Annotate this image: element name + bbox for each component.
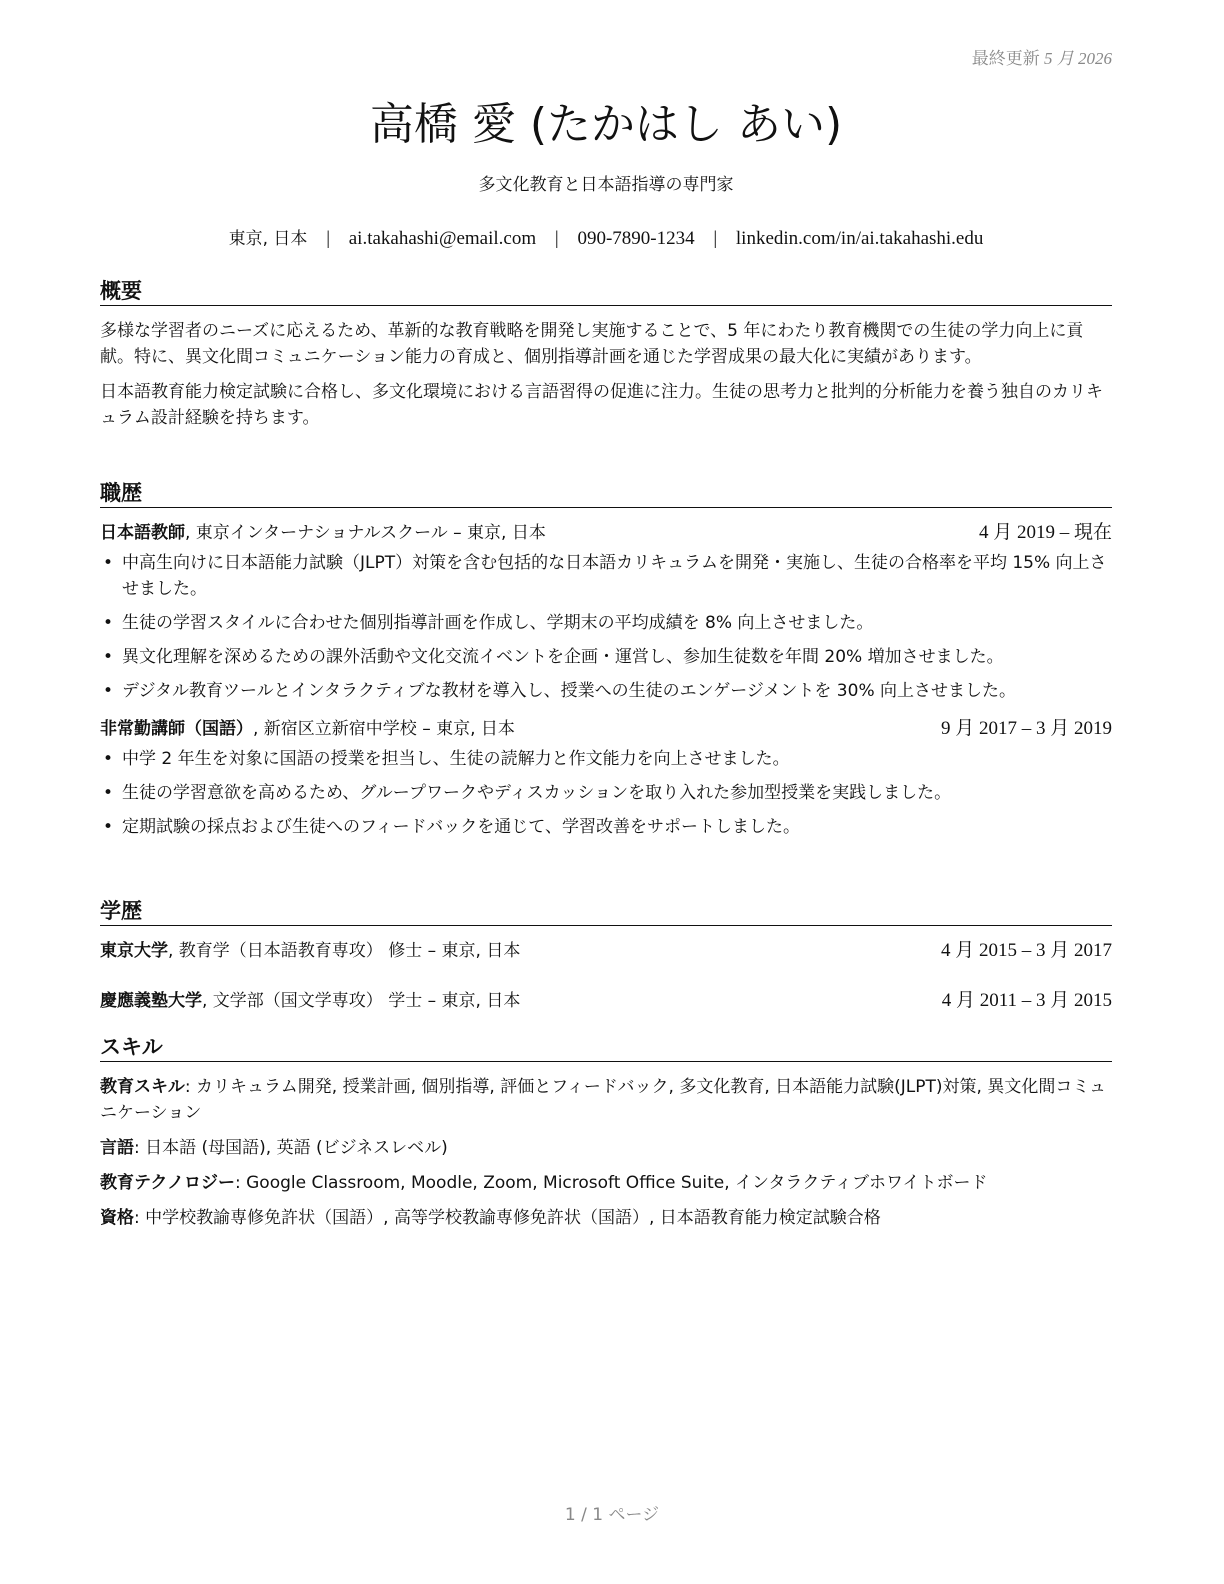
contact-line [100, 224, 1112, 250]
tagline: 多文化教育と日本語指導の専門家 [478, 175, 734, 195]
skill-key: 言語 [100, 1138, 134, 1158]
contact-location: 東京, 日本 [228, 229, 308, 249]
job-dates: 9 月 2017 – 3 月 2019 [940, 718, 1112, 739]
bullet-icon: • [103, 817, 114, 837]
job-header [100, 716, 1112, 742]
education-entry [100, 988, 1112, 1014]
skill-key: 教育スキル [100, 1077, 185, 1097]
job-dates: 4 月 2019 – 現在 [978, 522, 1112, 543]
page-number: 1 / 1 ページ [564, 1505, 660, 1525]
job-bullet-text: 定期試験の採点および生徒へのフィードバックを通じて、学習改善をサポートしました。 [122, 817, 800, 837]
summary-paragraph: 多様な学習者のニーズに応えるため、革新的な教育戦略を開発し実施することで、5 年にわたり教育機関での生徒の学力向上に貢献。特に、異文化間コミュニケーション能力の育成と、個別指導計画を通じた学習成果の最大化に実績があります。 [100, 321, 1084, 367]
contact-phone[interactable]: 090-7890-1234 [577, 228, 695, 249]
education-entry [100, 938, 1112, 964]
job-bullet-text: デジタル教育ツールとインタラクティブな教材を導入し、授業への生徒のエンゲージメントを 30% 向上させました。 [122, 681, 1017, 701]
job-org: , 東京インターナショナルスクール – 東京, 日本 [185, 523, 546, 543]
job-org: , 新宿区立新宿中学校 – 東京, 日本 [253, 719, 515, 739]
job-entry [100, 520, 1112, 704]
education-dates: 4 月 2011 – 3 月 2015 [941, 990, 1112, 1011]
job-bullet [100, 814, 1112, 840]
updated-prefix: 最終更新 [971, 49, 1040, 68]
updated-date: 5 月 2026 [1044, 49, 1112, 68]
job-bullet-text: 中高生向けに日本語能力試験（JLPT）対策を含む包括的な日本語カリキュラムを開発・実施し、生徒の合格率を平均 15% 向上させました。 [122, 553, 1107, 599]
contact-separator: | [713, 228, 718, 249]
job-bullet [100, 780, 1112, 806]
job-role: 日本語教師 [100, 523, 185, 543]
education-school: 慶應義塾大学 [100, 991, 202, 1011]
bullet-icon: • [103, 783, 114, 803]
section-title-skills: スキル [100, 1034, 1112, 1062]
job-role: 非常勤講師（国語） [100, 719, 253, 739]
job-bullet-text: 生徒の学習スタイルに合わせた個別指導計画を作成し、学期末の平均成績を 8% 向上させました。 [122, 613, 874, 633]
education-dates: 4 月 2015 – 3 月 2017 [940, 940, 1112, 961]
contact-separator: | [326, 228, 330, 249]
education-school: 東京大学 [100, 941, 168, 961]
candidate-name: 高橋 愛 (たかはし あい) [369, 99, 843, 150]
skill-value: : Google Classroom, Moodle, Zoom, Microsoft Office Suite, インタラクティブホワイトボード [234, 1173, 988, 1193]
education-detail: , 教育学（日本語教育専攻） 修士 – 東京, 日本 [168, 941, 521, 961]
contact-email[interactable]: ai.takahashi@email.com [348, 228, 537, 249]
job-bullet [100, 678, 1112, 704]
job-header [100, 520, 1112, 546]
skill-value: : 日本語 (母国語), 英語 (ビジネスレベル) [134, 1138, 448, 1158]
section-title-summary: 概要 [100, 278, 1112, 306]
job-bullet-text: 生徒の学習意欲を高めるため、グループワークやディスカッションを取り入れた参加型授業を実践しました。 [122, 783, 952, 803]
bullet-icon: • [103, 681, 114, 701]
job-bullet-text: 異文化理解を深めるための課外活動や文化交流イベントを企画・運営し、参加生徒数を年間 20% 増加させました。 [122, 647, 1004, 667]
skill-key: 教育テクノロジー [100, 1173, 235, 1193]
education-section [100, 898, 1112, 1014]
summary-section [100, 278, 1112, 440]
skill-line [100, 1074, 1112, 1126]
contact-separator: | [554, 228, 559, 249]
experience-section [100, 480, 1112, 848]
last-updated [972, 44, 1112, 69]
skill-line [100, 1170, 1112, 1196]
skill-value: : 中学校教諭専修免許状（国語）, 高等学校教諭専修免許状（国語）, 日本語教育能力検定試験合格 [134, 1208, 881, 1228]
job-bullet [100, 644, 1112, 670]
summary-paragraph: 日本語教育能力検定試験に合格し、多文化環境における言語習得の促進に注力。生徒の思考力と批判的分析能力を養う独自のカリキュラム設計経験を持ちます。 [100, 382, 1103, 428]
bullet-icon: • [103, 647, 114, 667]
skill-line [100, 1135, 1112, 1161]
bullet-icon: • [103, 553, 114, 573]
job-bullet [100, 610, 1112, 636]
bullet-icon: • [103, 613, 114, 633]
job-bullet [100, 746, 1112, 772]
contact-linkedin[interactable]: linkedin.com/in/ai.takahashi.edu [735, 228, 984, 249]
bullet-icon: • [103, 749, 114, 769]
job-bullets [100, 746, 1112, 840]
job-bullet [100, 550, 1112, 602]
skill-line [100, 1205, 1112, 1231]
job-entry [100, 716, 1112, 840]
skill-key: 資格 [100, 1208, 134, 1228]
job-bullet-text: 中学 2 年生を対象に国語の授業を担当し、生徒の読解力と作文能力を向上させました。 [122, 749, 790, 769]
section-title-experience: 職歴 [100, 480, 1112, 508]
section-title-education: 学歴 [100, 898, 1112, 926]
job-bullets [100, 550, 1112, 704]
education-detail: , 文学部（国文学専攻） 学士 – 東京, 日本 [202, 991, 521, 1011]
skills-section [100, 1034, 1112, 1240]
skill-value: : カリキュラム開発, 授業計画, 個別指導, 評価とフィードバック, 多文化教育, 日本語能力試験(JLPT)対策, 異文化間コミュニケーション [100, 1077, 1106, 1123]
